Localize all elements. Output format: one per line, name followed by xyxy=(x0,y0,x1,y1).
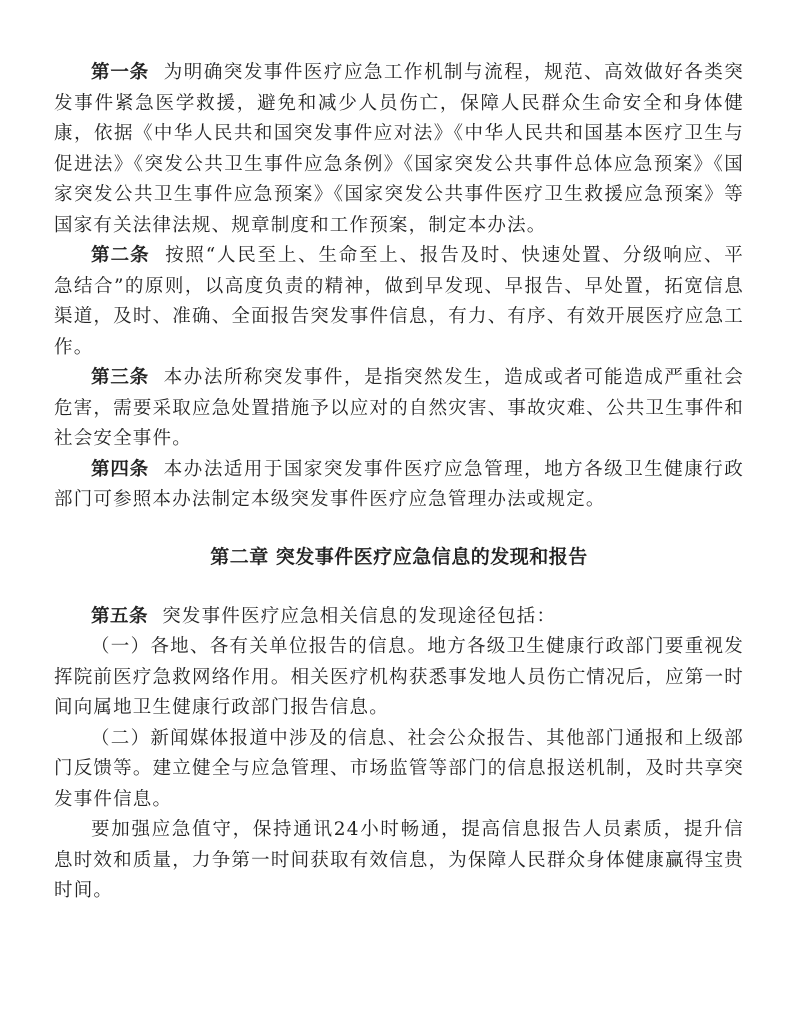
article-1-text: 为明确突发事件医疗应急工作机制与流程，规范、高效做好各类突发事件紧急医学救援，避免和减少人员伤亡，保障人民群众生命安全和身体健康，依据《中华人民共和国突发事件应对法》《中华人民共和国基本医疗卫生与促进法》《突发公共卫生事件应急条例》《国家突发公共事件总体应急预案》《国家突发公共卫生事件应急预案》《国家突发公共事件医疗卫生救援应急预案》等国家有关法律法规、规章制度和工作预案，制定本办法。 xyxy=(54,62,744,236)
article-1 xyxy=(54,58,744,241)
chapter-title: 第二章 突发事件医疗应急信息的发现和报告 xyxy=(210,545,588,568)
item-1: （一）各地、各有关单位报告的信息。地方各级卫生健康行政部门要重视发挥院前医疗急救网络作用。相关医疗机构获悉事发地人员伤亡情况后，应第一时间向属地卫生健康行政部门报告信息。 xyxy=(54,636,744,718)
article-3-text: 本办法所称突发事件，是指突然发生，造成或者可能造成严重社会危害，需要采取应急处置措施予以应对的自然灾害、事故灾难、公共卫生事件和社会安全事件。 xyxy=(54,367,744,449)
document-page xyxy=(54,58,744,907)
article-2-text: 按照“人民至上、生命至上、报告及时、快速处置、分级响应、平急结合”的原则，以高度负责的精神，做到早发现、早报告、早处置，拓宽信息渠道，及时、准确、全面报告突发事件信息，有力、有序、有效开展医疗应急工作。 xyxy=(54,245,744,358)
article-3-label: 第三条 xyxy=(91,367,149,388)
article-5-label: 第五条 xyxy=(91,605,149,627)
article-4 xyxy=(54,455,744,516)
article-3 xyxy=(54,363,744,455)
item-3: 要加强应急值守，保持通讯24小时畅通，提高信息报告人员素质，提升信息时效和质量，力争第一时间获取有效信息，为保障人民群众身体健康赢得宝贵时间。 xyxy=(54,819,744,901)
article-2 xyxy=(54,241,744,363)
article-4-label: 第四条 xyxy=(91,458,149,480)
article-4-text: 本办法适用于国家突发事件医疗应急管理，地方各级卫生健康行政部门可参照本办法制定本级突发事件医疗应急管理办法或规定。 xyxy=(54,458,744,510)
article-1-label: 第一条 xyxy=(91,62,149,83)
article-2-label: 第二条 xyxy=(91,245,150,266)
article-5-text: 突发事件医疗应急相关信息的发现途径包括： xyxy=(162,605,557,627)
article-5 xyxy=(54,602,744,633)
item-2: （二）新闻媒体报道中涉及的信息、社会公众报告、其他部门通报和上级部门反馈等。建立健全与应急管理、市场监管等部门的信息报送机制，及时共享突发事件信息。 xyxy=(54,727,744,810)
